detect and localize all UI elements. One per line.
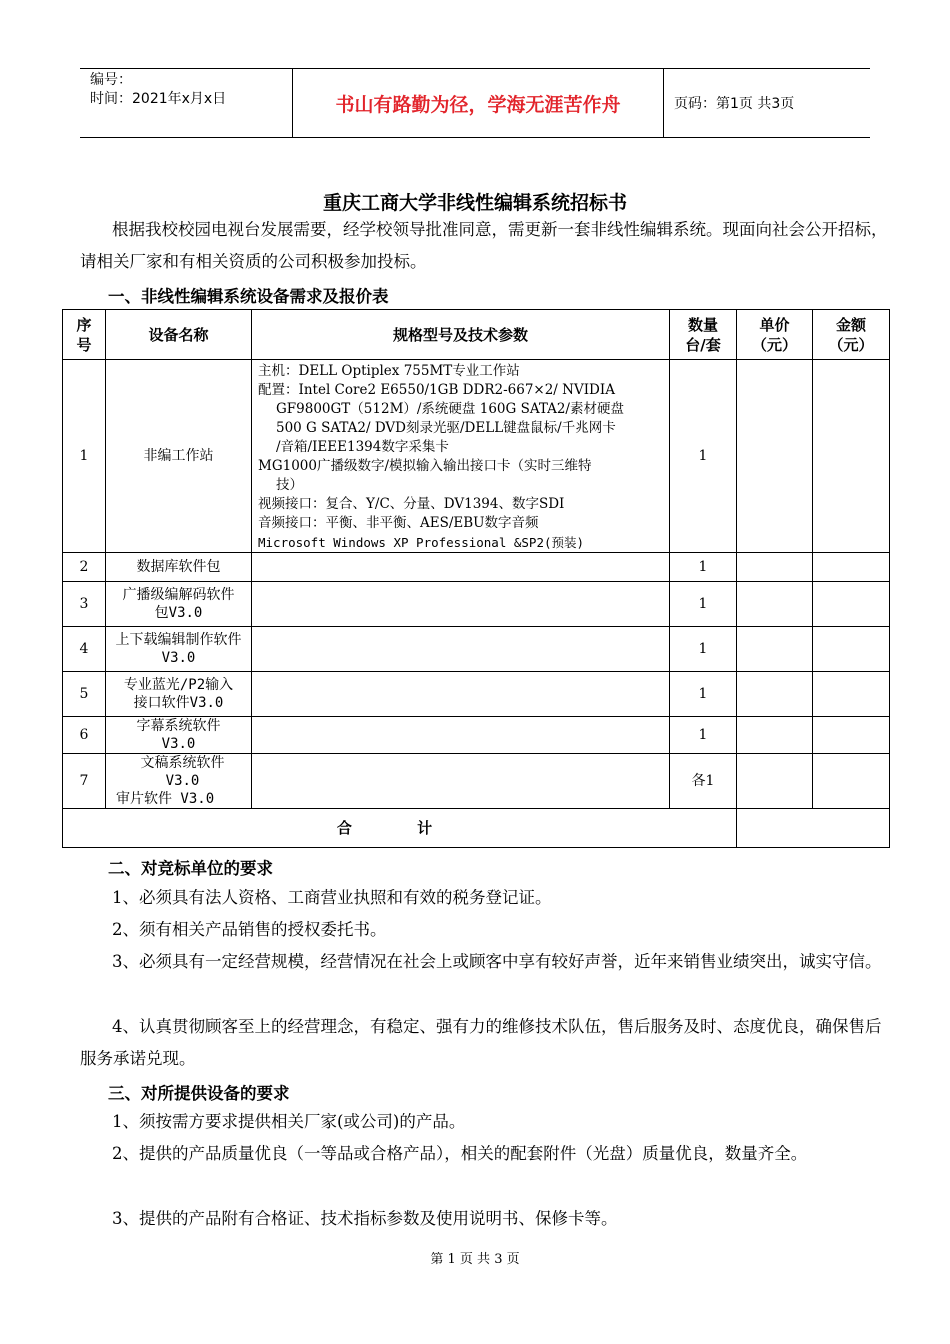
table-row — [63, 582, 890, 627]
row-name-line: 审片软件 V3.0 — [116, 791, 215, 807]
row-name: 字幕系统软件V3.0 — [106, 717, 252, 754]
row-no: 1 — [63, 360, 106, 553]
table-row — [63, 754, 890, 809]
section3-item: 1、须按需方要求提供相关厂家(或公司)的产品。 — [112, 1112, 466, 1131]
row-no: 4 — [63, 627, 106, 672]
section2-item: 4、认真贯彻顾客至上的经营理念，有稳定、强有力的维修技术队伍，售后服务及时、态度优良，确保售后服务承诺兑现。 — [80, 1017, 882, 1068]
row-spec — [252, 582, 670, 627]
row-qty: 1 — [670, 717, 737, 754]
table-row — [63, 553, 890, 582]
col-header-no: 序号 — [63, 310, 106, 360]
table-header-row — [63, 310, 890, 360]
row-no: 3 — [63, 582, 106, 627]
row-amount — [813, 754, 890, 809]
table-row — [63, 672, 890, 717]
row-qty: 各1 — [670, 754, 737, 809]
spec-line: MG1000广播级数字/模拟输入输出接口卡（实时三维特 — [258, 458, 592, 474]
row-spec — [252, 717, 670, 754]
intro-paragraph: 根据我校校园电视台发展需要，经学校领导批准同意，需更新一套非线性编辑系统。现面向社会公开招标，请相关厂家和有相关资质的公司积极参加投标。 — [80, 220, 888, 271]
row-amount — [813, 360, 890, 553]
row-name: 专业蓝光/P2输入接口软件V3.0 — [106, 672, 252, 717]
section2-item: 2、须有相关产品销售的授权委托书。 — [112, 920, 387, 939]
row-amount — [813, 582, 890, 627]
header-motto: 书山有路勤为径，学海无涯苦作舟 — [292, 69, 664, 137]
row-no: 5 — [63, 672, 106, 717]
row-name: 广播级编解码软件包V3.0 — [106, 582, 252, 627]
row-no: 2 — [63, 553, 106, 582]
row-qty: 1 — [670, 672, 737, 717]
spec-line: GF9800GT（512M）/系统硬盘 160G SATA2/素材硬盘 — [276, 401, 624, 417]
section1-title: 一、非线性编辑系统设备需求及报价表 — [108, 287, 389, 306]
row-amount — [813, 553, 890, 582]
row-no: 7 — [63, 754, 106, 809]
row-name-line: V3.0 — [165, 773, 200, 789]
col-header-qty: 数量台/套 — [670, 310, 737, 360]
header-meta — [80, 69, 292, 137]
spec-line: 技） — [276, 477, 303, 493]
total-label-cell — [63, 809, 737, 848]
total-label: 合 计 — [336, 818, 463, 837]
table-row — [63, 717, 890, 754]
row-no: 6 — [63, 717, 106, 754]
row-price — [737, 360, 813, 553]
row-name: 上下载编辑制作软件V3.0 — [106, 627, 252, 672]
section2-title: 二、对竞标单位的要求 — [108, 859, 273, 878]
row-price — [737, 582, 813, 627]
col-header-price: 单价（元） — [737, 310, 813, 360]
row-amount — [813, 717, 890, 754]
quote-table — [62, 309, 890, 848]
spec-line: 音频接口：平衡、非平衡、AES/EBU数字音频 — [258, 515, 539, 531]
row-name: 数据库软件包 — [106, 553, 252, 582]
col-header-amount: 金额（元） — [813, 310, 890, 360]
spec-line: Microsoft Windows XP Professional &SP2(预装) — [258, 535, 585, 550]
row-name: 非编工作站 — [106, 360, 252, 553]
document-title: 重庆工商大学非线性编辑系统招标书 — [322, 192, 627, 214]
row-amount — [813, 627, 890, 672]
row-qty: 1 — [670, 627, 737, 672]
row-amount — [813, 672, 890, 717]
row-price — [737, 553, 813, 582]
number-label: 编号： — [90, 72, 132, 88]
col-header-name: 设备名称 — [106, 310, 252, 360]
row-name-line: 文稿系统软件 — [140, 755, 225, 771]
row-spec — [252, 627, 670, 672]
row-price — [737, 754, 813, 809]
row-qty: 1 — [670, 553, 737, 582]
row-price — [737, 717, 813, 754]
section2-item: 1、必须具有法人资格、工商营业执照和有效的税务登记证。 — [112, 888, 552, 907]
row-spec — [252, 553, 670, 582]
row-spec — [252, 754, 670, 809]
row-name — [106, 754, 252, 809]
row-price — [737, 627, 813, 672]
table-total-row — [63, 809, 890, 848]
row-price — [737, 672, 813, 717]
header-page-label: 页码：第1页 共3页 — [674, 96, 795, 112]
table-row — [63, 627, 890, 672]
section3-item: 3、提供的产品附有合格证、技术指标参数及使用说明书、保修卡等。 — [112, 1209, 618, 1228]
row-spec — [252, 360, 670, 553]
section2-item: 3、必须具有一定经营规模，经营情况在社会上或顾客中享有较好声誉，近年来销售业绩突出，诚实守信。 — [112, 952, 882, 971]
spec-line: 主机：DELL Optiplex 755MT专业工作站 — [258, 363, 520, 379]
table-row — [63, 360, 890, 553]
total-amount-cell — [737, 809, 890, 848]
spec-line: 500 G SATA2/ DVD刻录光驱/DELL键盘鼠标/千兆网卡 — [276, 420, 616, 436]
row-qty: 1 — [670, 582, 737, 627]
spec-line: 视频接口：复合、Y/C、分量、DV1394、数字SDI — [258, 496, 565, 512]
row-spec — [252, 672, 670, 717]
section3-title: 三、对所提供设备的要求 — [108, 1084, 290, 1103]
document-header — [80, 68, 870, 138]
section3-item: 2、提供的产品质量优良（一等品或合格产品），相关的配套附件（光盘）质量优良，数量齐全。 — [112, 1144, 808, 1163]
col-header-spec: 规格型号及技术参数 — [252, 310, 670, 360]
page-footer: 第 1 页 共 3 页 — [430, 1252, 520, 1267]
time-label: 时间：2021年x月x日 — [90, 91, 227, 107]
row-qty: 1 — [670, 360, 737, 553]
spec-line: 配置：Intel Core2 E6550/1GB DDR2-667×2/ NVIDIA — [258, 382, 615, 398]
spec-line: /音箱/IEEE1394数字采集卡 — [276, 439, 449, 455]
